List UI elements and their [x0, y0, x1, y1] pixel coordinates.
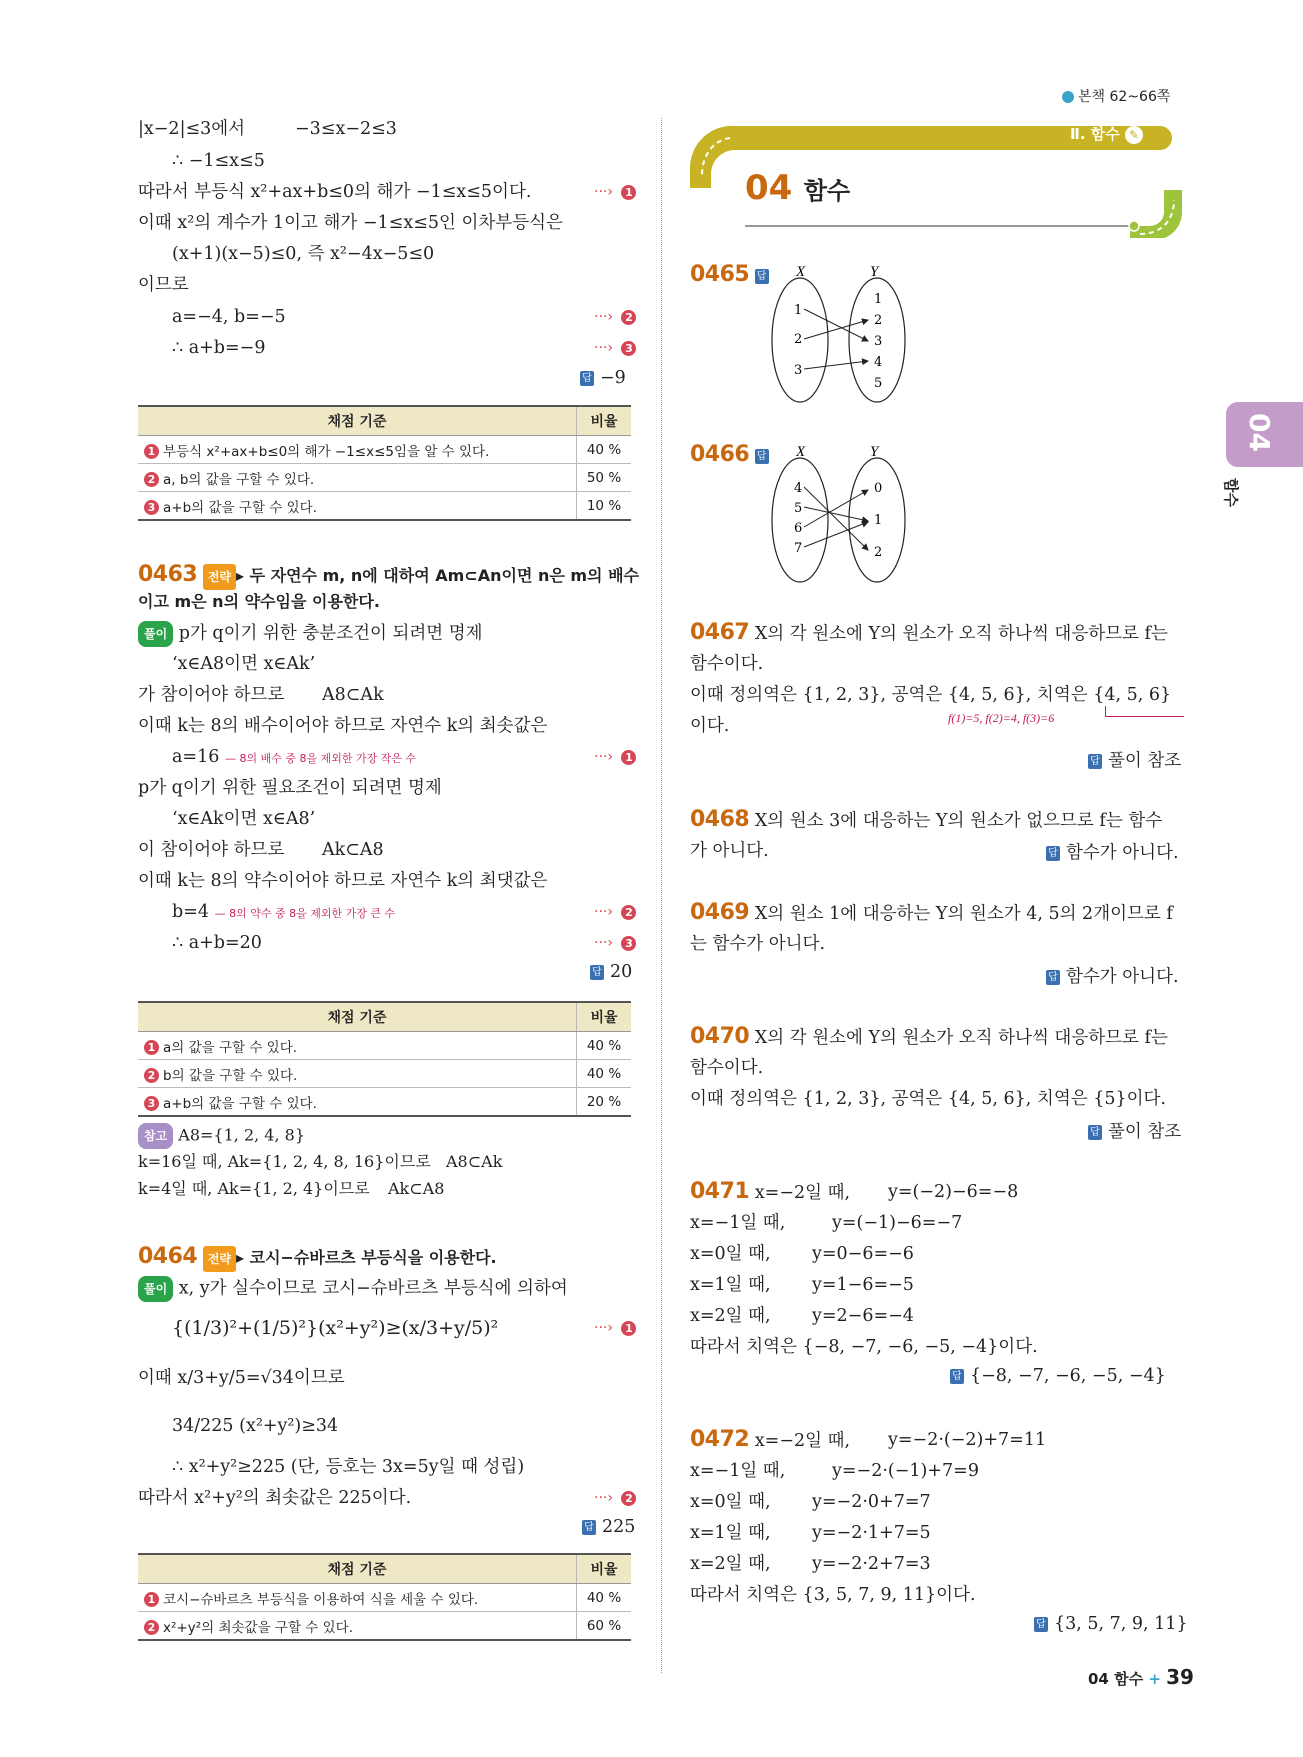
problem-0471-line: y=(−1)−6=−7: [832, 1213, 963, 1233]
problem-0472-line: x=−1일 때,: [690, 1461, 786, 1481]
codomain-element: 3: [874, 334, 883, 349]
solution-line: ‘x∈A8이면 x∈Ak’: [172, 654, 316, 674]
section-number: 04: [745, 168, 793, 208]
solution-line: 이때 x/3+y/5=√34이므로: [138, 1368, 345, 1388]
domain-element: 7: [794, 541, 803, 556]
problem-0471-line: x=1일 때,: [690, 1275, 771, 1295]
problem-0471-line: 따라서 치역은 {−8, −7, −6, −5, −4}이다.: [690, 1337, 1038, 1357]
codomain-element: 0: [874, 481, 883, 496]
step-marker-3: ···› 3: [594, 340, 636, 356]
problem-0469-line: 0469 X의 원소 1에 대응하는 Y의 원소가 4, 5의 2개이므로 f: [690, 900, 1173, 925]
answer-icon: 답: [590, 965, 604, 980]
problem-0472-line: 0472 x=−2일 때,: [690, 1427, 851, 1452]
solution-line: 풀이 x, y가 실수이므로 코시−슈바르츠 부등식에 의하여: [138, 1276, 568, 1302]
set-label-y: Y: [870, 444, 879, 460]
answer-icon: 답: [1088, 1125, 1102, 1140]
domain-element: 4: [794, 481, 803, 496]
solution-line: p가 q이기 위한 필요조건이 되려면 명제: [138, 778, 442, 798]
left-line: 이때 x²의 계수가 1이고 해가 −1≤x≤5인 이차부등식은: [138, 213, 563, 233]
domain-element: 2: [794, 332, 803, 347]
column-divider: [661, 118, 662, 1673]
section-title: 함수: [803, 177, 851, 205]
answer: 답 20: [590, 962, 632, 982]
answer-icon: 답: [580, 371, 594, 386]
solution-line: 이때 k는 8의 배수이어야 하므로 자연수 k의 최솟값은: [138, 716, 548, 736]
codomain-element: 1: [874, 292, 883, 307]
domain-element: 6: [794, 521, 803, 536]
problem-0472-line: y=−2·0+7=7: [812, 1492, 931, 1512]
step-marker-1: ···› 1: [594, 749, 636, 765]
problem-0468-line: 0468 X의 원소 3에 대응하는 Y의 원소가 없으므로 f는 함수: [690, 807, 1163, 832]
problem-0468-line: 가 아니다.: [690, 841, 769, 861]
problem-0471-line: x=−1일 때,: [690, 1213, 786, 1233]
answer: 답 {3, 5, 7, 9, 11}: [1034, 1614, 1188, 1634]
answer-icon: 답: [755, 269, 769, 284]
answer: 답 함수가 아니다.: [1046, 839, 1179, 864]
left-line: ∴ a+b=−9: [172, 338, 266, 358]
side-tab-title: 함수: [1222, 478, 1240, 507]
range-underline: [1105, 706, 1184, 717]
footer-plus: +: [1148, 1670, 1161, 1688]
problem-0467-line: 이때 정의역은 {1, 2, 3}, 공역은 {4, 5, 6}, 치역은 {4, 5, 6}: [690, 685, 1172, 705]
left-line: (x+1)(x−5)≤0, 즉 x²−4x−5≤0: [172, 244, 435, 264]
reference-line: 참고 A8={1, 2, 4, 8}: [138, 1123, 305, 1149]
left-line: a=−4, b=−5: [172, 307, 286, 327]
answer: 답 225: [582, 1517, 635, 1537]
domain-element: 1: [794, 303, 803, 318]
formula: 34/225 (x²+y²)≥34: [172, 1416, 339, 1436]
range-note: f(1)=5, f(2)=4, f(3)=6: [948, 711, 1055, 725]
solution-line: ∴ a+b=20: [172, 933, 262, 953]
solution-line: ∴ x²+y²≥225 (단, 등호는 3x=5y일 때 성립): [172, 1457, 525, 1477]
answer: 답 함수가 아니다.: [1046, 963, 1179, 988]
page-footer: [1088, 1665, 1194, 1689]
solution-line: 풀이 p가 q이기 위한 충분조건이 되려면 명제: [138, 621, 483, 647]
answer: 답 {−8, −7, −6, −5, −4}: [950, 1366, 1166, 1386]
answer-icon: 답: [1046, 970, 1060, 985]
answer: 답 풀이 참조: [1088, 1118, 1181, 1143]
problem-0472-line: y=−2·1+7=5: [812, 1523, 931, 1543]
solution-line: a=16 — 8의 배수 중 8을 제외한 가장 작은 수: [172, 747, 417, 767]
codomain-element: 1: [874, 513, 883, 528]
footer-chapter: 04 함수: [1088, 1670, 1144, 1688]
problem-0471-line: 0471 x=−2일 때,: [690, 1179, 851, 1204]
domain-element: 5: [794, 501, 803, 516]
solution-line: 이 참이어야 하므로: [138, 840, 285, 860]
solution-line: 가 참이어야 하므로: [138, 685, 285, 705]
side-tab: [1226, 402, 1303, 467]
problem-0471-line: y=1−6=−5: [812, 1275, 914, 1295]
problem-0469-line: 는 함수가 아니다.: [690, 934, 826, 954]
grading-table-0463: 채점 기준 비율 1 a의 값을 구할 수 있다. 40 % 2 b의 값을 구할 수 있다. 40 % 3 a+b의 값을 구할 수 있다. 20 %: [138, 1001, 631, 1117]
problem-0470-line: 이때 정의역은 {1, 2, 3}, 공역은 {4, 5, 6}, 치역은 {5}이다.: [690, 1089, 1166, 1109]
problem-0472-line: y=−2·(−2)+7=11: [888, 1430, 1047, 1450]
problem-0466-header: 0466 답: [690, 442, 775, 467]
formula: {(1/3)²+(1/5)²}(x²+y²)≥(x/3+y/5)²: [172, 1317, 499, 1339]
problem-0472-line: 따라서 치역은 {3, 5, 7, 9, 11}이다.: [690, 1585, 976, 1605]
problem-0472-line: x=1일 때,: [690, 1523, 771, 1543]
left-line: −3≤x−2≤3: [295, 119, 397, 139]
problem-0471-line: x=0일 때,: [690, 1244, 771, 1264]
step-marker-2: ···› 2: [594, 904, 636, 920]
answer-icon: 답: [950, 1369, 964, 1384]
problem-0472-line: x=2일 때,: [690, 1554, 771, 1574]
problem-0470-line: 함수이다.: [690, 1058, 764, 1078]
problem-0470-line: 0470 X의 각 원소에 Y의 원소가 오직 하나씩 대응하므로 f는: [690, 1024, 1168, 1049]
problem-0471-line: x=2일 때,: [690, 1306, 771, 1326]
answer-icon: 답: [755, 449, 769, 464]
left-line: 이므로: [138, 275, 189, 295]
step-marker-1: ···› 1: [594, 1320, 636, 1336]
left-line: |x−2|≤3에서: [138, 119, 246, 139]
problem-0464-header: 0464 전략 ▸ 코시−슈바르츠 부등식을 이용한다.: [138, 1245, 497, 1272]
section-heading: [745, 168, 850, 208]
book-reference: 본책 62~66쪽: [1062, 86, 1170, 106]
problem-0463-strategy-cont: 이고 m은 n의 약수임을 이용한다.: [138, 592, 380, 611]
reference-line: k=4일 때, Ak={1, 2, 4}이므로: [138, 1179, 370, 1198]
problem-0472-line: y=−2·2+7=3: [812, 1554, 931, 1574]
set-label-x: X: [796, 444, 806, 460]
answer: 답 −9: [580, 368, 626, 388]
answer: 답 풀이 참조: [1088, 747, 1181, 772]
problem-0463-header: 0463 전략 ▸ 두 자연수 m, n에 대하여 Am⊂An이면 n은 m의 배수: [138, 563, 639, 590]
mapping-diagram-0465: [760, 262, 920, 412]
problem-0472-line: x=0일 때,: [690, 1492, 771, 1512]
grading-table-0464: 채점 기준 비율 1 코시−슈바르츠 부등식을 이용하여 식을 세울 수 있다. 40 % 2 x²+y²의 최솟값을 구할 수 있다. 60 %: [138, 1553, 631, 1641]
problem-0467-line: 0467 X의 각 원소에 Y의 원소가 오직 하나씩 대응하므로 f는: [690, 620, 1168, 645]
step-marker-3: ···› 3: [594, 935, 636, 951]
reference-line: A8⊂Ak: [446, 1152, 503, 1171]
problem-0471-line: y=(−2)−6=−8: [888, 1182, 1019, 1202]
solution-line: 따라서 x²+y²의 최솟값은 225이다.: [138, 1488, 412, 1508]
solution-line: A8⊂Ak: [322, 685, 384, 705]
codomain-element: 2: [874, 313, 883, 328]
mapping-diagram-0466: [760, 442, 920, 592]
left-line: ∴ −1≤x≤5: [172, 151, 265, 171]
answer-icon: 답: [582, 1520, 596, 1535]
answer-icon: 답: [1046, 846, 1060, 861]
grading-table-0462: 채점 기준 비율 1 부등식 x²+ax+b≤0의 해가 −1≤x≤5임을 알 수 있다. 40 % 2 a, b의 값을 구할 수 있다. 50 % 3 a+b의 값을 구할 수 있다. 10 %: [138, 405, 631, 521]
codomain-element: 4: [874, 355, 883, 370]
problem-0467-line: 함수이다.: [690, 654, 764, 674]
chapter-label: Ⅱ. 함수 ✎: [1070, 123, 1143, 144]
problem-0472-line: y=−2·(−1)+7=9: [832, 1461, 979, 1481]
page-number: 39: [1166, 1665, 1194, 1689]
pencil-icon: ✎: [1125, 126, 1143, 144]
step-marker-2: ···› 2: [594, 1490, 636, 1506]
problem-0471-line: y=0−6=−6: [812, 1244, 914, 1264]
step-marker-1: ···› 1: [594, 184, 636, 200]
solution-line: Ak⊂A8: [322, 840, 384, 860]
side-tab-number: 04: [1242, 413, 1276, 452]
problem-0471-line: y=2−6=−4: [812, 1306, 914, 1326]
domain-element: 3: [794, 363, 803, 378]
step-marker-2: ···› 2: [594, 309, 636, 325]
reference-line: k=16일 때, Ak={1, 2, 4, 8, 16}이므로: [138, 1152, 431, 1171]
set-label-y: Y: [870, 264, 879, 280]
book-icon: [1062, 91, 1074, 103]
codomain-element: 5: [874, 376, 883, 391]
codomain-element: 2: [874, 545, 883, 560]
answer-icon: 답: [1034, 1617, 1048, 1632]
answer-icon: 답: [1088, 754, 1102, 769]
left-line: 따라서 부등식 x²+ax+b≤0의 해가 −1≤x≤5이다.: [138, 182, 532, 202]
problem-0465-header: 0465 답: [690, 262, 775, 287]
solution-line: b=4 — 8의 약수 중 8을 제외한 가장 큰 수: [172, 902, 396, 922]
solution-line: ‘x∈Ak이면 x∈A8’: [172, 809, 316, 829]
solution-line: 이때 k는 8의 약수이어야 하므로 자연수 k의 최댓값은: [138, 871, 548, 891]
problem-0467-line: 이다.: [690, 716, 730, 736]
set-label-x: X: [796, 264, 806, 280]
reference-line: Ak⊂A8: [388, 1179, 445, 1198]
